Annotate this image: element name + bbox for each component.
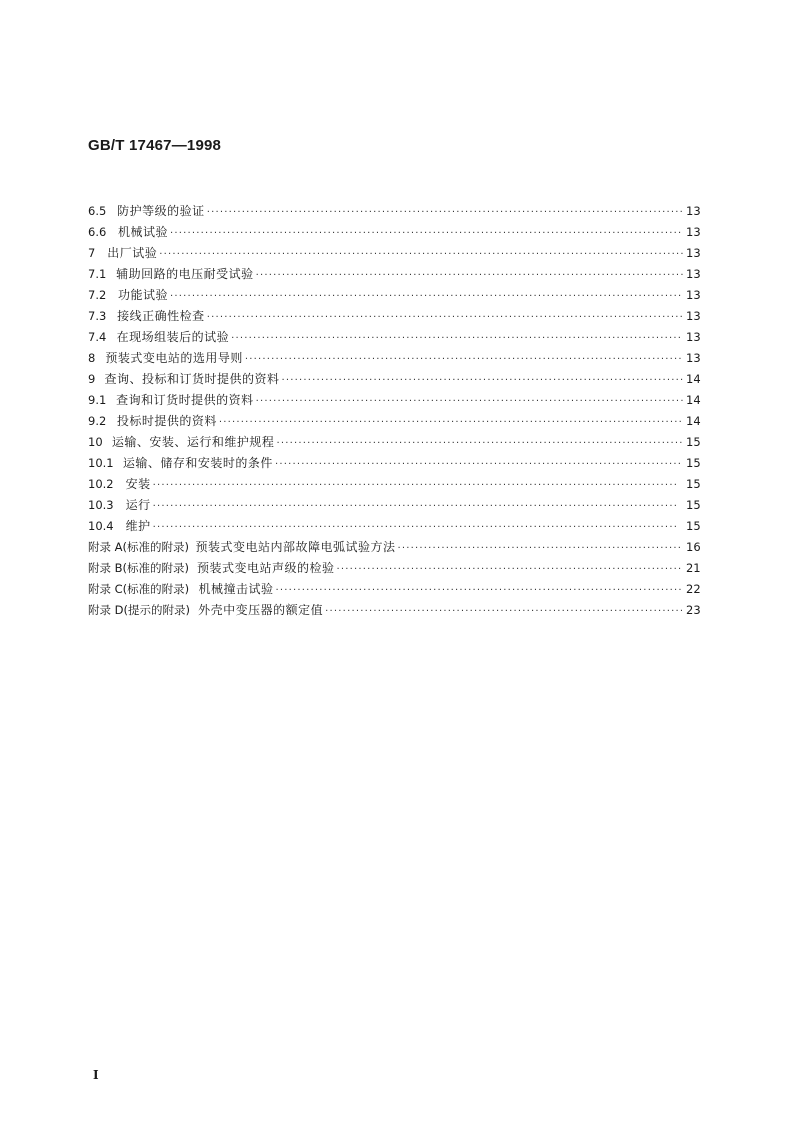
toc-entry-number: 6.5 [88, 204, 107, 218]
toc-entry-title: 运行 [125, 498, 151, 512]
toc-entry[interactable] [88, 495, 700, 516]
toc-entry-number: 10.3 [88, 498, 114, 512]
toc-entry[interactable] [88, 453, 700, 474]
toc-entry-title: 查询、投标和订货时提供的资料 [104, 372, 280, 386]
toc-entry[interactable] [88, 306, 700, 327]
toc-entry-title: 机械撞击试验 [198, 582, 274, 596]
toc-entry-page: 15 [686, 498, 701, 512]
document-code: GB/T 17467—1998 [88, 137, 222, 154]
toc-entry[interactable] [88, 600, 700, 621]
toc-entry[interactable] [88, 558, 700, 579]
toc-entry-number: 10.4 [88, 519, 114, 533]
toc-entry-page: 15 [686, 435, 701, 449]
toc-leader-dots [282, 370, 683, 391]
toc-leader-dots [256, 391, 683, 412]
toc-entry-page: 13 [686, 351, 701, 365]
toc-entry-number: 附录 C(标准的附录) [88, 582, 190, 596]
toc-entry-title: 预装式变电站声级的检验 [196, 561, 335, 575]
toc-leader-dots [245, 349, 683, 370]
toc-leader-dots [170, 286, 683, 307]
toc-entry-page: 13 [686, 288, 701, 302]
toc-leader-dots [276, 580, 684, 601]
toc-entry-title: 在现场组装后的试验 [116, 330, 230, 344]
toc-entry[interactable] [88, 516, 700, 537]
toc-entry-title: 外壳中变压器的额定值 [198, 603, 324, 617]
toc-entry[interactable] [88, 432, 700, 453]
toc-leader-dots [398, 538, 683, 559]
toc-entry[interactable] [88, 411, 700, 432]
toc-entry-number: 7 [88, 246, 96, 260]
toc-entry[interactable] [88, 222, 700, 243]
toc-entry[interactable] [88, 369, 700, 390]
toc-leader-dots [170, 223, 683, 244]
toc-entry-page: 15 [686, 519, 701, 533]
toc-entry[interactable] [88, 390, 700, 411]
toc-entry-title: 辅助回路的电压耐受试验 [116, 267, 254, 281]
toc-entry-page: 15 [686, 477, 701, 491]
toc-entry-page: 13 [686, 309, 701, 323]
toc-entry-number: 附录 A(标准的附录) [88, 540, 189, 554]
toc-entry-page: 21 [685, 561, 701, 575]
page-number: I [93, 1068, 99, 1082]
toc-entry-number: 附录 D(提示的附录) [88, 603, 190, 617]
toc-entry-title: 防护等级的验证 [117, 204, 205, 218]
toc-entry-number: 7.1 [88, 267, 107, 281]
toc-entry-title: 投标时提供的资料 [116, 414, 217, 428]
toc-leader-dots [159, 244, 683, 265]
toc-entry-number: 附录 B(标准的附录) [88, 561, 190, 575]
toc-entry-page: 14 [686, 414, 701, 428]
toc-leader-dots [207, 307, 683, 328]
toc-leader-dots [256, 265, 683, 286]
toc-leader-dots [275, 454, 683, 475]
toc-entry-number: 10.1 [88, 456, 114, 470]
toc-leader-dots [207, 202, 683, 223]
toc-entry-title: 运输、安装、运行和维护规程 [111, 435, 275, 449]
toc-entry-number: 10.2 [88, 477, 114, 491]
toc-entry-title: 出厂试验 [107, 246, 158, 260]
toc-entry[interactable] [88, 327, 700, 348]
toc-entry[interactable] [88, 474, 700, 495]
table-of-contents [88, 201, 700, 621]
toc-entry-title: 机械试验 [118, 225, 169, 239]
toc-entry-title: 运输、储存和安装时的条件 [122, 456, 273, 470]
toc-entry-number: 10 [88, 435, 103, 449]
toc-entry-page: 13 [686, 204, 701, 218]
toc-entry-page: 13 [686, 225, 701, 239]
toc-entry[interactable] [88, 285, 700, 306]
toc-entry[interactable] [88, 579, 700, 600]
toc-entry[interactable] [88, 243, 700, 264]
toc-entry-page: 13 [686, 330, 701, 344]
toc-entry-title: 预装式变电站内部故障电弧试验方法 [195, 540, 396, 554]
toc-entry-page: 14 [686, 372, 701, 386]
toc-entry-title: 功能试验 [118, 288, 169, 302]
toc-entry-page: 14 [686, 393, 701, 407]
toc-leader-dots [336, 559, 683, 580]
toc-entry-page: 23 [686, 603, 701, 617]
toc-entry-title: 维护 [125, 519, 151, 533]
toc-entry-number: 8 [88, 351, 96, 365]
toc-entry-number: 7.2 [88, 288, 107, 302]
toc-entry-page: 22 [686, 582, 701, 596]
toc-leader-dots [153, 517, 683, 538]
toc-entry-number: 7.3 [88, 309, 107, 323]
toc-leader-dots [231, 328, 683, 349]
toc-entry-number: 7.4 [88, 330, 107, 344]
toc-leader-dots [153, 496, 683, 517]
toc-entry-number: 9.1 [88, 393, 107, 407]
toc-leader-dots [276, 433, 683, 454]
toc-entry-title: 查询和订货时提供的资料 [116, 393, 254, 407]
toc-entry-page: 15 [686, 456, 701, 470]
toc-entry-number: 9.2 [88, 414, 107, 428]
toc-entry-number: 6.6 [88, 225, 107, 239]
toc-entry-page: 13 [686, 267, 701, 281]
toc-entry-page: 16 [686, 540, 701, 554]
toc-entry-number: 9 [88, 372, 96, 386]
toc-entry-page: 13 [686, 246, 701, 260]
toc-entry-title: 安装 [125, 477, 151, 491]
toc-leader-dots [219, 412, 683, 433]
toc-entry[interactable] [88, 348, 700, 369]
toc-entry[interactable] [88, 537, 700, 558]
toc-entry-title: 预装式变电站的选用导则 [105, 351, 243, 365]
toc-leader-dots [325, 601, 683, 622]
toc-entry[interactable] [88, 264, 700, 285]
toc-entry[interactable] [88, 201, 700, 222]
toc-entry-title: 接线正确性检查 [117, 309, 205, 323]
toc-leader-dots [153, 475, 683, 496]
